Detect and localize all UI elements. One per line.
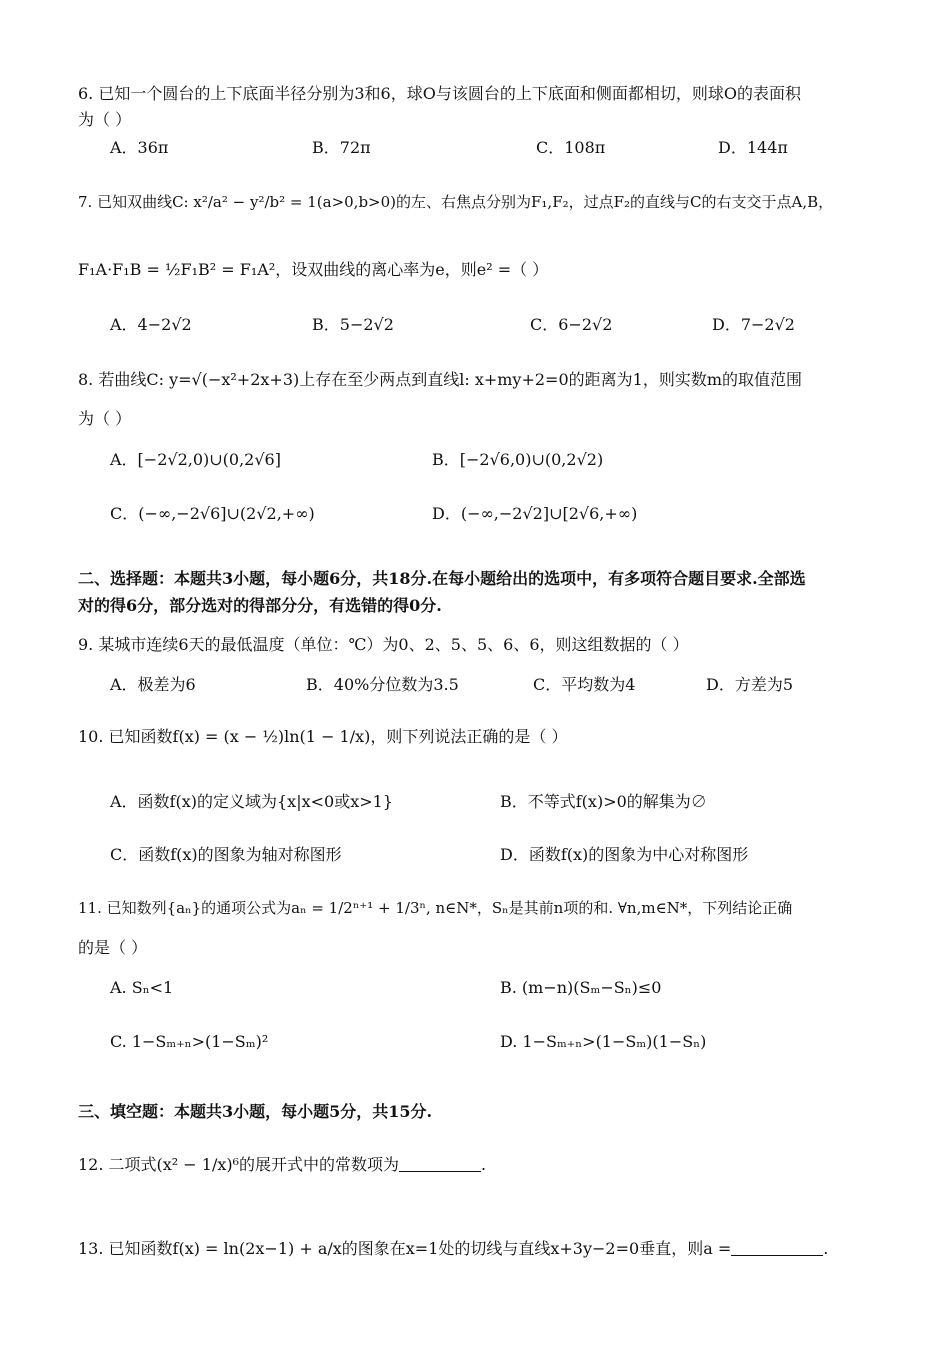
q6-stem-line2: 为（ ） — [78, 110, 132, 129]
q7-stem-line1: 7. 已知双曲线C: x²/a² − y²/b² = 1(a>0,b>0)的左、右焦点分别为F₁,F₂，过点F₂的直线与C的右支交于点A,B， — [78, 193, 834, 211]
q11-option-b: B. (m−n)(Sₘ−Sₙ)≤0 — [500, 978, 662, 997]
q12-stem — [78, 1153, 486, 1177]
q6-option-a: A．36π — [110, 138, 169, 157]
section2-heading-line1: 二、选择题：本题共3小题，每小题6分，共18分.在每小题给出的选项中，有多项符合题目要求.全部选 — [78, 569, 806, 588]
q13-stem — [78, 1237, 828, 1261]
q8-option-a: A．[−2√2,0)∪(0,2√6] — [110, 450, 281, 469]
q7-option-b: B．5−2√2 — [312, 315, 394, 334]
section2-heading-line2: 对的得6分，部分选对的得部分分，有选错的得0分. — [78, 596, 442, 615]
q10-stem: 10. 已知函数f(x) = (x − ½)ln(1 − 1/x)，则下列说法正确的是（ ） — [78, 727, 568, 746]
q8-option-c: C．(−∞,−2√6]∪(2√2,+∞) — [110, 504, 315, 523]
q9-stem: 9. 某城市连续6天的最低温度（单位：℃）为0、2、5、5、6、6，则这组数据的（ ） — [78, 635, 689, 654]
q7-option-a: A．4−2√2 — [110, 315, 192, 334]
q10-option-c: C．函数f(x)的图象为轴对称图形 — [110, 845, 342, 864]
q13-answer-blank[interactable] — [731, 1237, 823, 1256]
q12-answer-blank[interactable] — [399, 1153, 481, 1172]
q12-text: 12. 二项式(x² − 1/x)⁶的展开式中的常数项为 — [78, 1155, 400, 1174]
q8-option-d: D．(−∞,−2√2]∪[2√6,+∞) — [432, 504, 638, 523]
q11-option-c: C. 1−Sₘ₊ₙ>(1−Sₘ)² — [110, 1032, 269, 1051]
q11-option-a: A. Sₙ<1 — [110, 978, 174, 997]
q9-option-d: D．方差为5 — [706, 675, 794, 694]
q13-text: 13. 已知函数f(x) = ln(2x−1) + a/x的图象在x=1处的切线与直线x+3y−2=0垂直，则a = — [78, 1239, 732, 1258]
q6-option-c: C．108π — [536, 138, 606, 157]
q8-stem-line1: 8. 若曲线C: y=√(−x²+2x+3)上存在至少两点到直线l: x+my+2=0的距离为1，则实数m的取值范围 — [78, 370, 802, 389]
q8-stem-line2: 为（ ） — [78, 409, 132, 428]
q10-option-a: A．函数f(x)的定义域为{x|x<0或x>1} — [110, 792, 393, 811]
q10-option-b: B．不等式f(x)>0的解集为∅ — [500, 792, 707, 811]
q10-option-d: D．函数f(x)的图象为中心对称图形 — [500, 845, 749, 864]
q7-stem-line2: F₁A·F₁B = ½F₁B² = F₁A²，设双曲线的离心率为e，则e² =（ ） — [78, 260, 549, 279]
q8-option-b: B．[−2√6,0)∪(0,2√2) — [432, 450, 604, 469]
q9-option-c: C．平均数为4 — [533, 675, 636, 694]
q13-period: . — [823, 1239, 829, 1258]
q7-option-c: C．6−2√2 — [530, 315, 613, 334]
q6-option-d: D．144π — [718, 138, 788, 157]
q6-stem-line1: 6. 已知一个圆台的上下底面半径分别为3和6，球O与该圆台的上下底面和侧面都相切，则球O的表面积 — [78, 84, 801, 103]
section3-heading: 三、填空题：本题共3小题，每小题5分，共15分. — [78, 1102, 433, 1121]
q11-option-d: D. 1−Sₘ₊ₙ>(1−Sₘ)(1−Sₙ) — [500, 1032, 707, 1051]
q9-option-a: A．极差为6 — [110, 675, 196, 694]
q7-option-d: D．7−2√2 — [712, 315, 795, 334]
q9-option-b: B．40%分位数为3.5 — [306, 675, 459, 694]
q12-period: . — [481, 1155, 487, 1174]
q11-stem-line1: 11. 已知数列{aₙ}的通项公式为aₙ = 1/2ⁿ⁺¹ + 1/3ⁿ, n∈N*，Sₙ是其前n项的和. ∀n,m∈N*，下列结论正确 — [78, 899, 793, 917]
q11-stem-line2: 的是（ ） — [78, 938, 148, 957]
q6-option-b: B．72π — [312, 138, 371, 157]
